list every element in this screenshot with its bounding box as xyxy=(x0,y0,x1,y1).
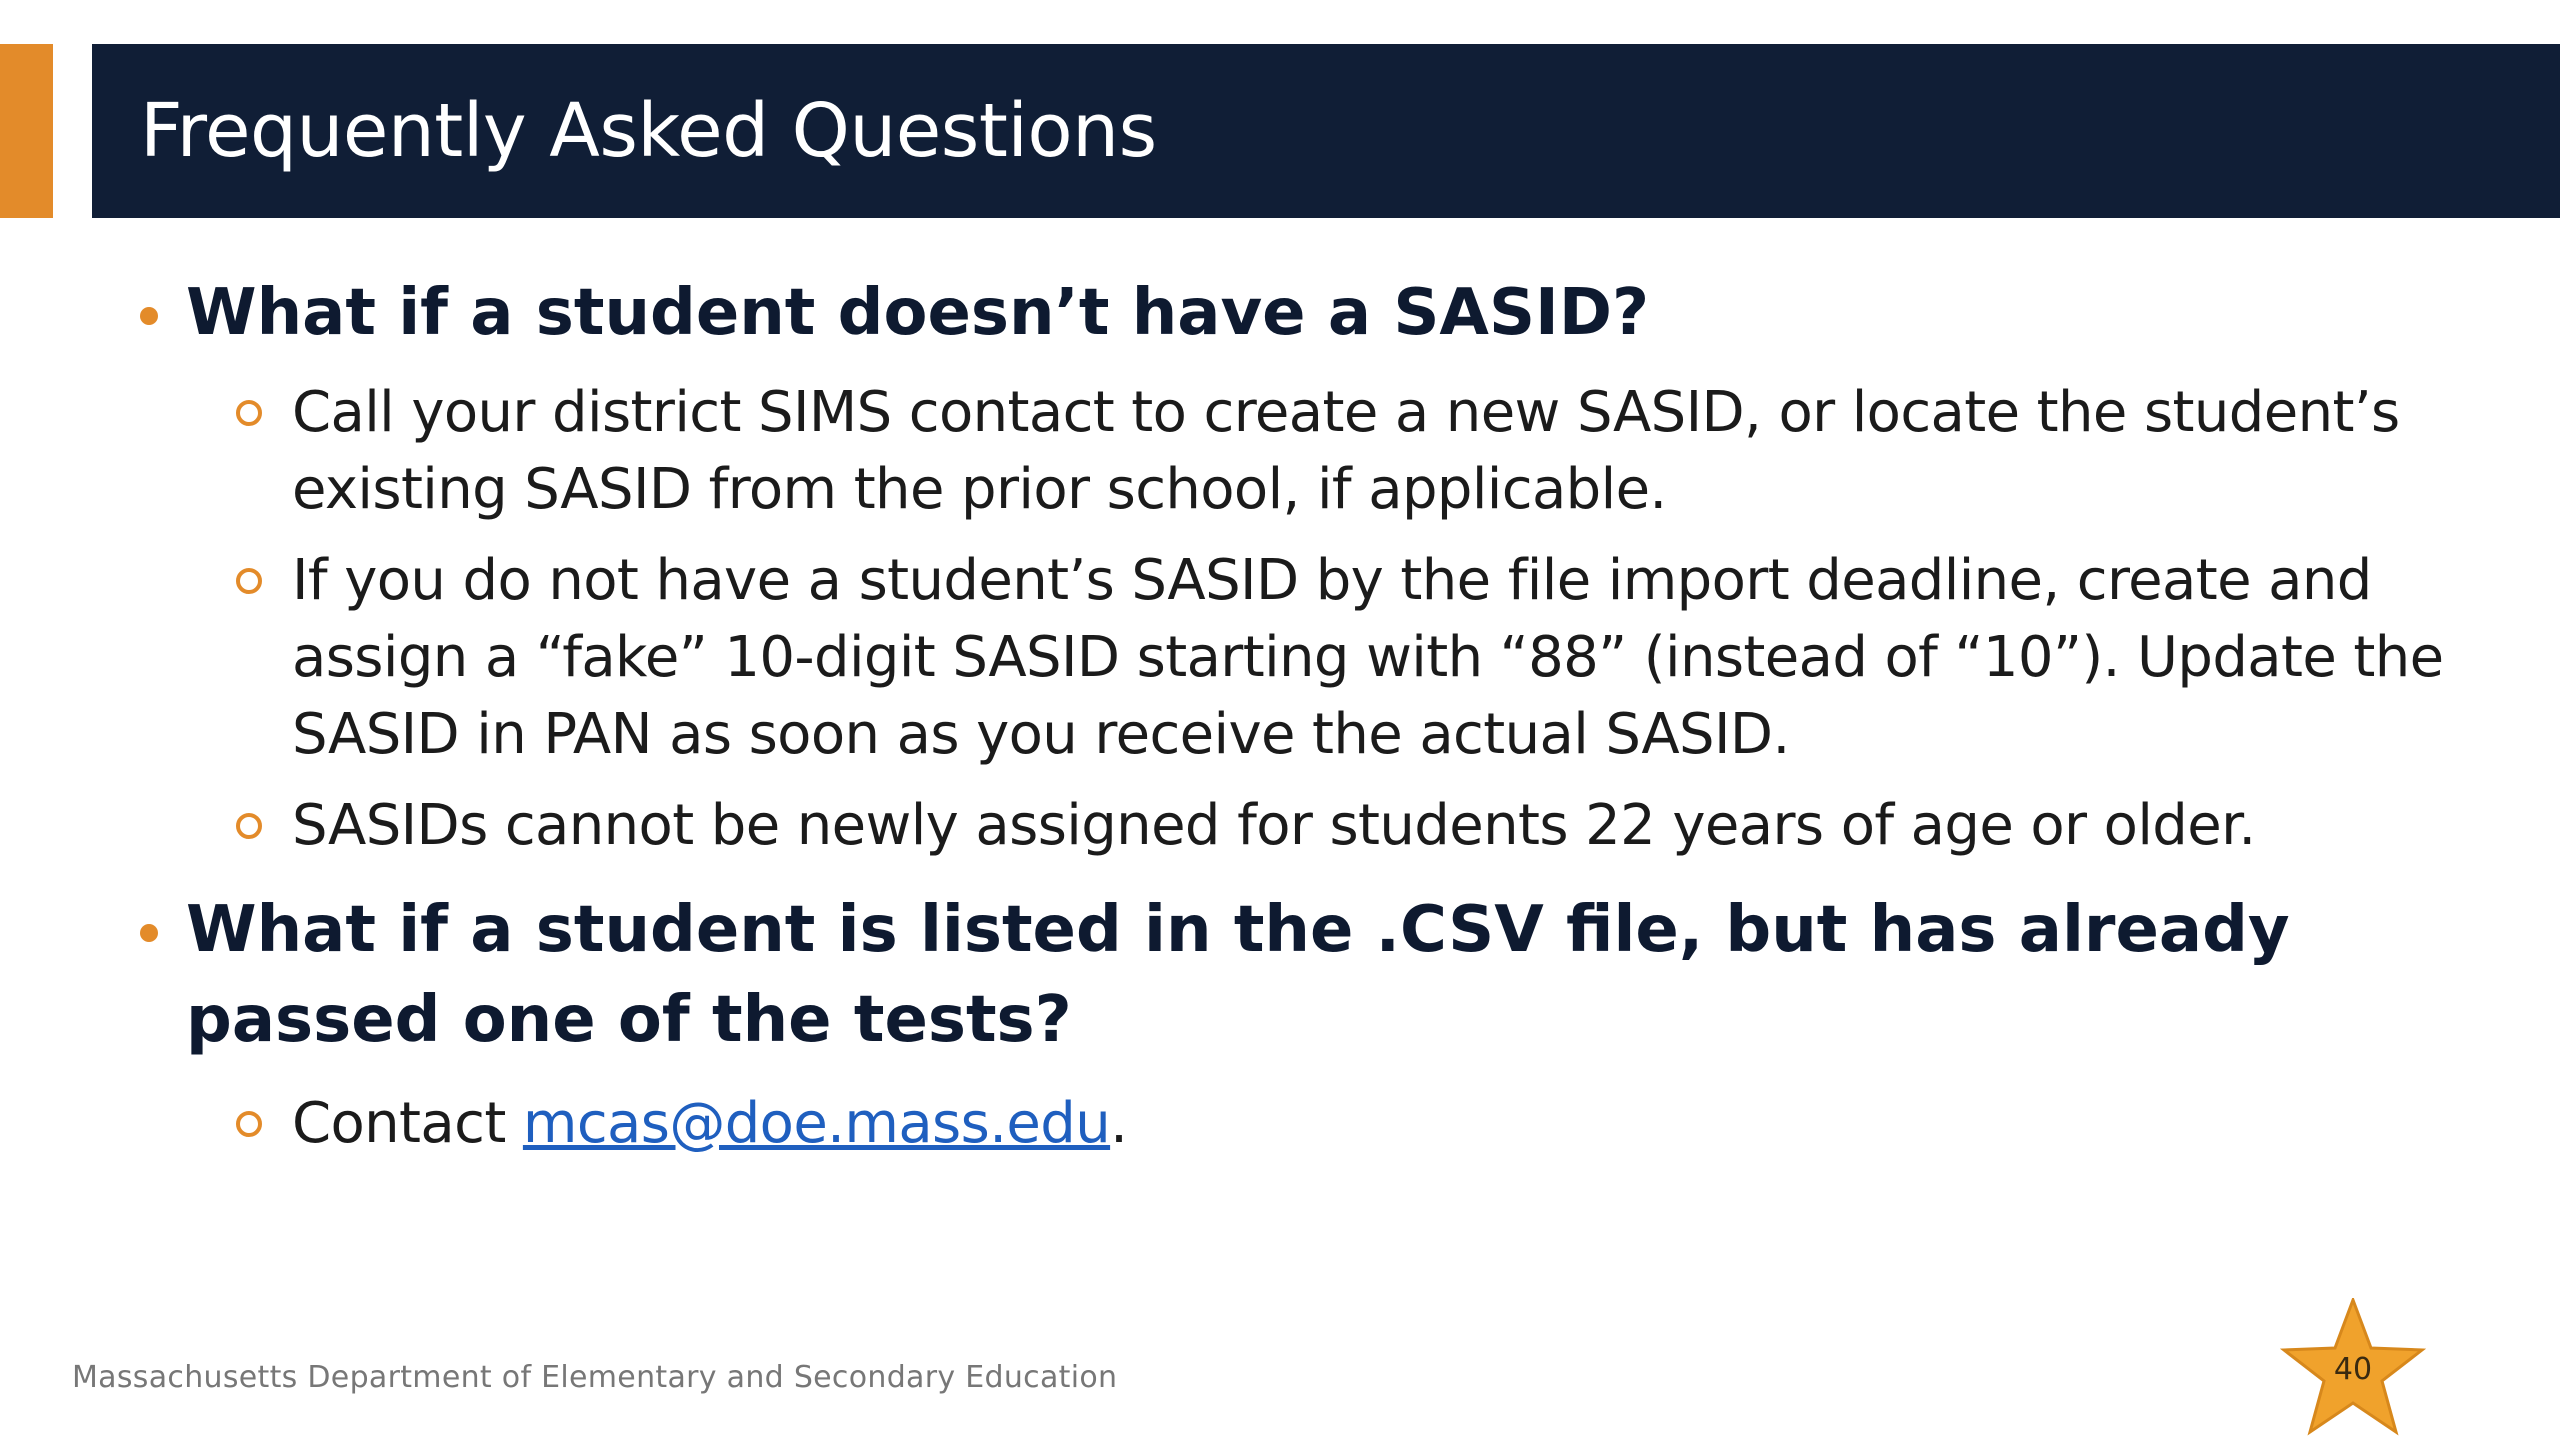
answer-bullet-icon xyxy=(236,1111,262,1137)
answer-bullet-icon xyxy=(236,813,262,839)
question-bullet-icon xyxy=(136,918,166,948)
answer-1-3: SASIDs cannot be newly assigned for students 22 years of age or older. xyxy=(292,793,2256,858)
contact-suffix: . xyxy=(1110,1091,1128,1156)
question-bullet-icon xyxy=(136,301,166,331)
answer-bullet-icon xyxy=(236,400,262,426)
question-2: What if a student is listed in the .CSV file, but has already passed one of the tests? xyxy=(186,893,2290,1057)
footer-text: Massachusetts Department of Elementary and Secondary Education xyxy=(72,1360,1118,1395)
title-bar xyxy=(92,44,2560,218)
question-1: What if a student doesn’t have a SASID? xyxy=(186,276,1650,350)
answer-1-2: If you do not have a student’s SASID by the file import deadline, create and assign a “fake” 10-digit SASID starting with “88” (instead of “10”). Update the SASID in PAN as soon as you receive the actual SASID. xyxy=(292,548,2444,767)
accent-bar xyxy=(0,44,53,218)
answer-bullet-icon xyxy=(236,568,262,594)
email-link[interactable]: mcas@doe.mass.edu xyxy=(522,1091,1111,1156)
answer-1-1: Call your district SIMS contact to create a new SASID, or locate the student’s existing SASID from the prior school, if applicable. xyxy=(292,380,2400,522)
slide-title: Frequently Asked Questions xyxy=(140,88,1157,174)
answer-2-1 xyxy=(292,1085,2472,1162)
contact-prefix: Contact xyxy=(292,1091,523,1156)
page-number: 40 xyxy=(2333,1352,2373,1387)
